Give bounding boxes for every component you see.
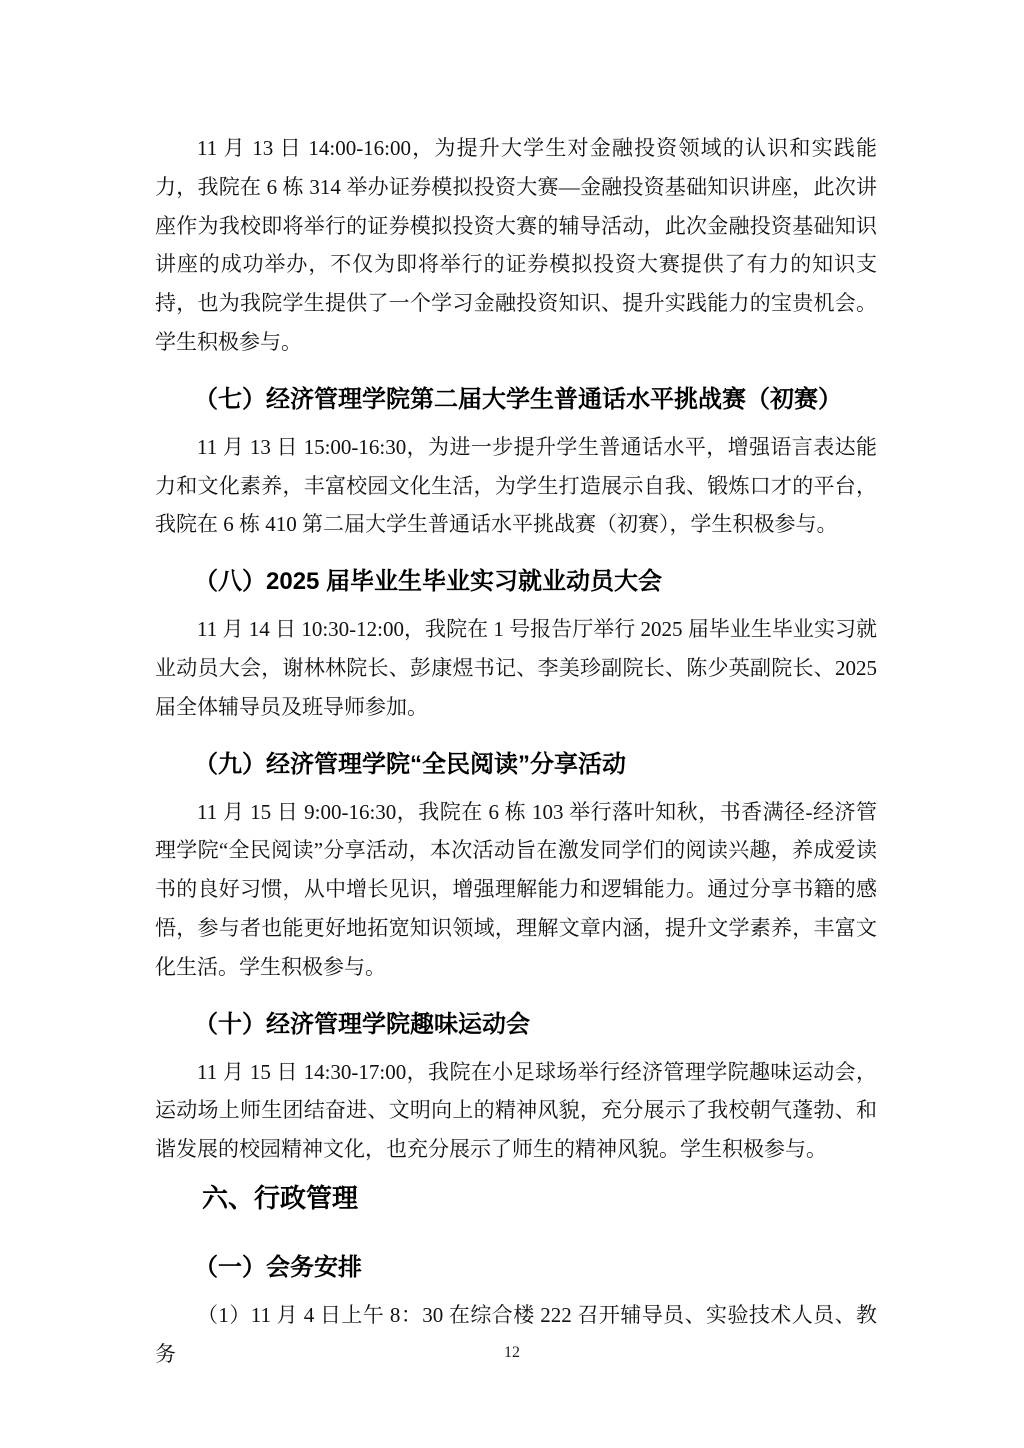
paragraph-meeting-arrangement: （1）11 月 4 日上午 8：30 在综合楼 222 召开辅导员、实验技术人员、教务 bbox=[155, 1302, 877, 1366]
chapter-6-heading: 六、行政管理 bbox=[202, 1182, 359, 1213]
document-body bbox=[155, 129, 877, 1374]
section-8-paragraph: 11 月 14 日 10:30-12:00，我院在 1 号报告厅举行 2025 届毕业生毕业实习就业动员大会，谢林林院长、彭康煜书记、李美珍副院长、陈少英副院长、2025 届全体辅导员及班导师参加。 bbox=[155, 617, 877, 719]
section-10-paragraph: 11 月 15 日 14:30-17:00，我院在小足球场举行经济管理学院趣味运动会，运动场上师生团结奋进、文明向上的精神风貌，充分展示了我校朝气蓬勃、和谐发展的校园精神文化，也充分展示了师生的精神风貌。学生积极参与。 bbox=[155, 1059, 877, 1162]
subsection-1-heading: （一）会务安排 bbox=[194, 1253, 362, 1281]
section-9-paragraph: 11 月 15 日 9:00-16:30，我院在 6 栋 103 举行落叶知秋，书香满径-经济管理学院“全民阅读”分享活动，本次活动旨在激发同学们的阅读兴趣，养成爱读书的良好习惯，从中增长见识，增强理解能力和逻辑能力。通过分享书籍的感悟，参与者也能更好地拓宽知识领域，理解文章内涵，提升文学素养，丰富文化生活。学生积极参与。 bbox=[155, 799, 877, 979]
section-8-heading: （八）2025 届毕业生毕业实习就业动员大会 bbox=[194, 568, 663, 596]
page-number: 12 bbox=[504, 1344, 520, 1361]
section-7-paragraph: 11 月 13 日 15:00-16:30，为进一步提升学生普通话水平，增强语言表达能力和文化素养，丰富校园文化生活，为学生打造展示自我、锻炼口才的平台，我院在 6 栋 410 第二届大学生普通话水平挑战赛（初赛），学生积极参与。 bbox=[155, 434, 877, 537]
paragraph-finance-lecture: 11 月 13 日 14:00-16:00，为提升大学生对金融投资领域的认识和实践能力，我院在 6 栋 314 举办证券模拟投资大赛—金融投资基础知识讲座，此次讲座作为我校即将举行的证券模拟投资大赛的辅导活动，此次金融投资基础知识讲座的成功举办，不仅为即将举行的证券模拟投资大赛提供了有力的知识支持，也为我院学生提供了一个学习金融投资知识、提升实践能力的宝贵机会。学生积极参与。 bbox=[155, 136, 877, 354]
section-10-heading: （十）经济管理学院趣味运动会 bbox=[194, 1010, 530, 1038]
section-7-heading: （七）经济管理学院第二届大学生普通话水平挑战赛（初赛） bbox=[194, 385, 842, 413]
section-9-heading: （九）经济管理学院“全民阅读”分享活动 bbox=[194, 750, 626, 778]
